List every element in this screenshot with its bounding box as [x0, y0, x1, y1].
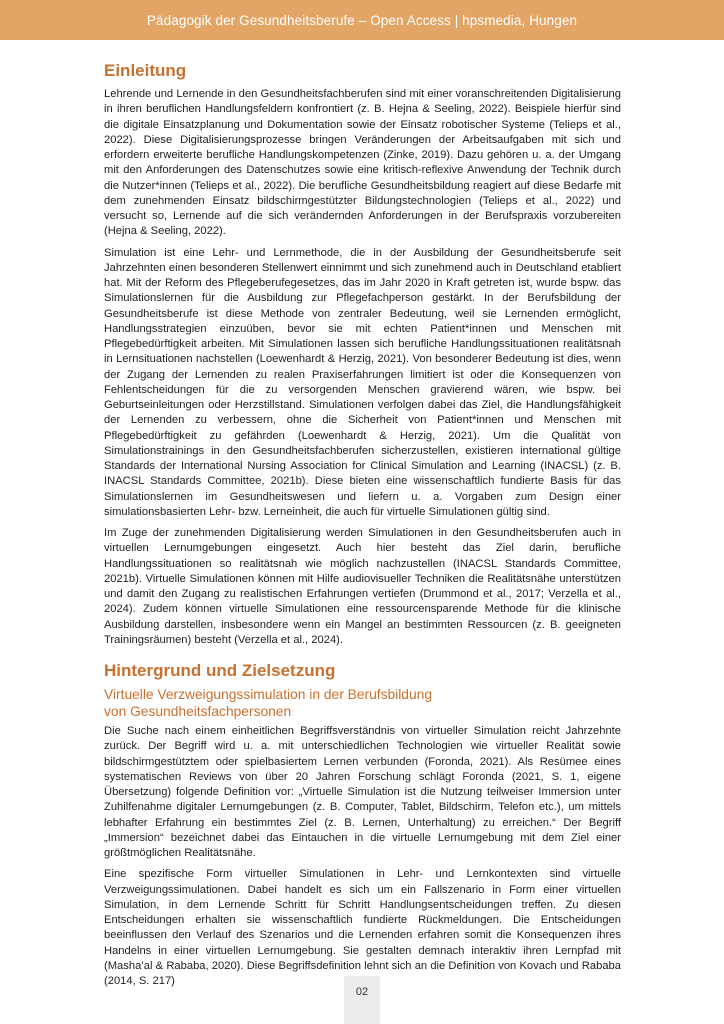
background-paragraph-1: Die Suche nach einem einheitlichen Begriffsverständnis von virtueller Simulation reicht Jahrzehnte zurück. Der Begriff wird u. a. mit unterschiedlichen Technologien wie virtueller Realität sowie bildschirmgestütztem oder spielbasiertem Lernen verbunden (Foronda, 2021). Als Resümee eines systematischen Reviews von über 20 Jahren Forschung schlägt Foronda (2021, S. 1, eigene Übersetzung) folgende Definition vor: „Virtuelle Simulation ist die Nutzung teilweiser Immersion unter Zuhilfenahme digitaler Lernumgebungen (z. B. Computer, Tablet, Bildschirm, Telefon etc.), um mittels lebhafter Erfahrung ein bestimmtes Ziel (z. B. Lernen, Unterhaltung) zu erreichen.“ Der Begriff „Immersion“ bezeichnet dabei das Eintauchen in die virtuelle Lernumgebung mit dem Ziel einer größtmöglichen Realitätsnähe.: [104, 725, 621, 859]
subsection-heading-line-1: Virtuelle Verzweigungssimulation in der Berufsbildung: [104, 687, 432, 702]
background-paragraph-2: Eine spezifische Form virtueller Simulationen in Lehr- und Lernkontexten sind virtuelle Verzweigungssimulationen. Dabei handelt es sich um ein Fallszenario in Form einer virtuellen Simulation, in dem Lernende Schritt für Schritt Handlungsentscheidungen treffen. Zu diesen Entscheidungen erhalten sie wissenschaftlich fundierte Rückmeldungen. Die Entscheidungen beeinflussen den Verlauf des Szenarios und die Lernenden erfahren somit die Konsequenzen ihres Handelns in einer virtuellen Lernumgebung. Sie gestalten demnach interaktiv ihren Lernpfad mit (Masha’al & Rababa, 2020). Diese Begriffsdefinition lehnt sich an die Definition von Kovach und Rababa (2014, S. 217): [104, 868, 621, 987]
section-heading-hintergrund: Hintergrund und Zielsetzung: [104, 661, 336, 680]
intro-paragraph-3: Im Zuge der zunehmenden Digitalisierung werden Simulationen in den Gesundheitsberufen auch in virtuellen Lernumgebungen eingesetzt. Auch hier besteht das Ziel darin, berufliche Handlungssituationen so realitätsnah wie möglich nachzustellen (INACSL Standards Committee, 2021b). Virtuelle Simulationen können mit Hilfe audiovisueller Techniken die Realitätsnähe unterstützen und damit den Zugang zu realistischen Erfahrungen vertiefen (Drummond et al., 2017; Verzella et al., 2024). Zudem können virtuelle Simulationen eine ressourcensparende Methode für die klinische Ausbildung darstellen, insbesondere wenn ein Mangel an bestimmten Ressourcen (z. B. geeigneten Trainingsräumen) besteht (Verzella et al., 2024).: [104, 527, 621, 646]
intro-paragraph-2: Simulation ist eine Lehr- und Lernmethode, die in der Ausbildung der Gesundheitsberufe seit Jahrzehnten einen besonderen Stellenwert einnimmt und sich zunehmend auch in Deutschland etabliert hat. Mit der Reform des Pflegeberufegesetzes, das im Jahr 2020 in Kraft getreten ist, wurde bspw. das Simulationslernen für die Ausbildung zur Pflegefachperson gestärkt. In der Berufsbildung der Gesundheitsberufe ist diese Methode von zentraler Bedeutung, weil sie Lernenden ermöglicht, Handlungsstrategien einzuüben, bevor sie mit echten Patient*innen und Menschen mit Pflegebedürftigkeit arbeiten. Mit Simulationen lassen sich berufliche Handlungssituationen realitätsnah in Lernsituationen nachstellen (Loewenhardt & Herzig, 2021). Von besonderer Bedeutung ist dies, wenn der Zugang der Lernenden zu realen Praxiserfahrungen limitiert ist oder die Konsequenzen von Fehlentscheidungen für die zu versorgenden Menschen gravierend wären, wie bspw. bei Geburtseinleitungen oder Herzstillstand. Simulationen verfolgen dabei das Ziel, die Handlungsfähigkeit der Lernenden zu verbessern, ohne die Sicherheit von Patient*innen und Menschen mit Pflegebedürftigkeit zu gefährden (Loewenhardt & Herzig, 2021). Um die Qualität von Simulationstrainings in den Gesundheitsfachberufen sicherzustellen, existieren international gültige Standards der International Nursing Association for Clinical Simulation and Learning (INACSL) (z. B. INACSL Standards Committee, 2021b). Diese bieten eine wissenschaftlich fundierte Basis für das Simulationslernen im Gesundheitswesen und liefern u. a. Vorgaben zum Design einer simulationsbasierten Lehr- bzw. Lerneinheit, die auch für virtuelle Simulationen gültig sind.: [104, 246, 621, 518]
intro-paragraph-1: Lehrende und Lernende in den Gesundheitsfachberufen sind mit einer voranschreitenden Digitalisierung in ihren beruflichen Handlungsfeldern konfrontiert (z. B. Hejna & Seeling, 2022). Beispiele hierfür sind die digitale Einsatzplanung und Dokumentation sowie der Einsatz robotischer Systeme (Telieps et al., 2022). Diese Digitalisierungsprozesse bringen Veränderungen der Arbeitsaufgaben mit sich und erfordern erweiterte berufliche Handlungskompetenzen (Zinke, 2019). Dazu gehören u. a. der Umgang mit den Anforderungen des Datenschutzes sowie eine kritisch-reflexive Anwendung der Technik durch die Nutzer*innen (Telieps et al., 2022). Die berufliche Gesundheitsbildung reagiert auf diese Bedarfe mit dem zunehmenden Einsatz bildschirmgestützter Bildungstechnologien (Telieps et al., 2022) und versucht so, Lernende auf die sich verändernden Anforderungen in der Berufspraxis vorzubereiten (Hejna & Seeling, 2022).: [104, 88, 621, 238]
subsection-heading-line-2: von Gesundheitsfachpersonen: [104, 703, 292, 719]
running-header: [0, 0, 724, 40]
running-header-text: Pädagogik der Gesundheitsberufe – Open Access | hpsmedia, Hungen: [146, 12, 578, 28]
page-number-box: [344, 976, 380, 1024]
subsection-heading: [104, 687, 621, 720]
page-number: 02: [355, 986, 369, 998]
section-heading-einleitung: Einleitung: [104, 61, 187, 80]
article-body: [104, 60, 621, 995]
